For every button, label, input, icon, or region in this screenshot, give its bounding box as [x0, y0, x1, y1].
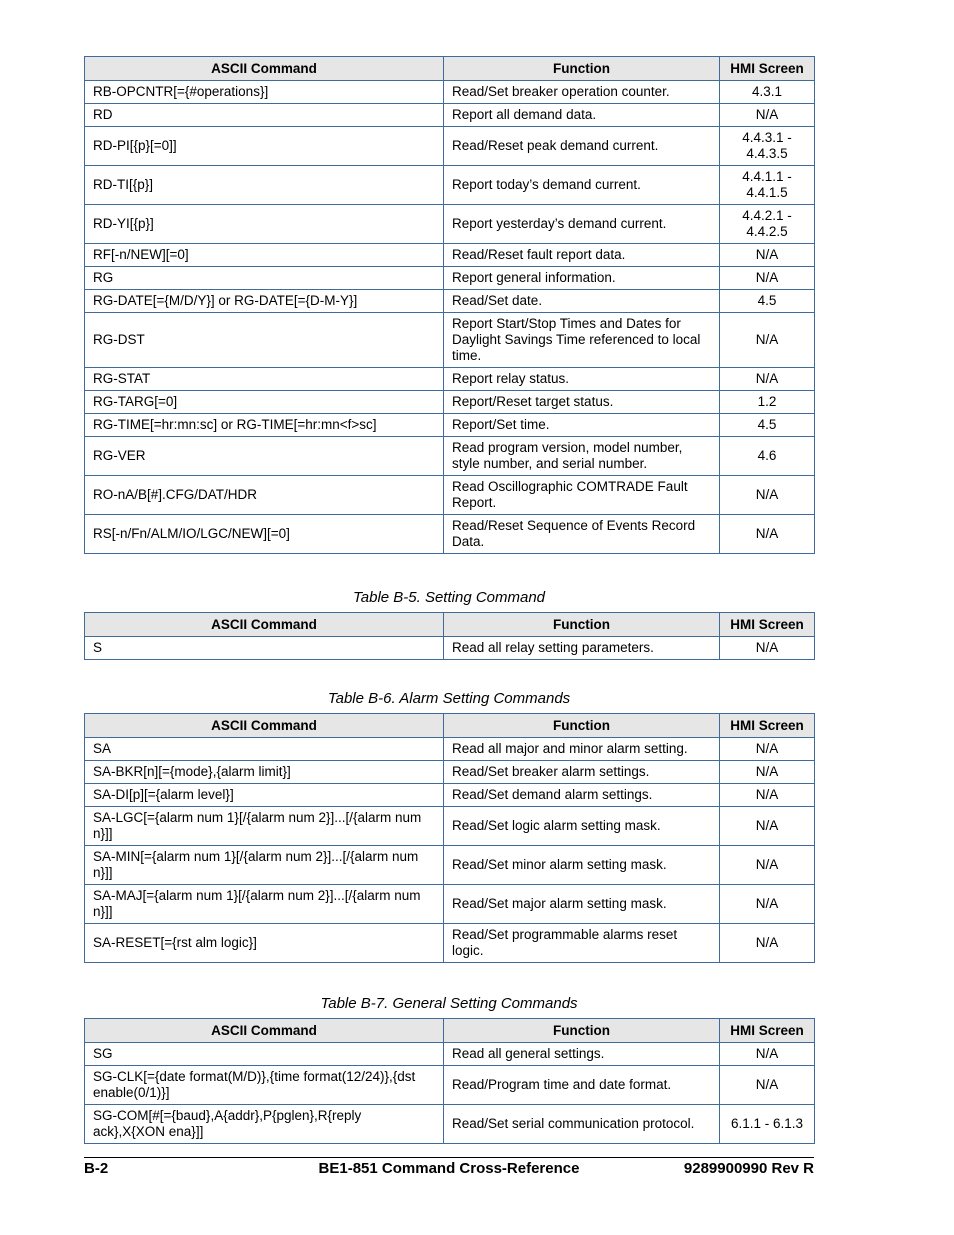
table-row: [85, 846, 815, 885]
table-header-row: [85, 57, 815, 81]
command-cell: RD-TI[{p}]: [85, 166, 444, 205]
hmi-cell: 4.4.2.1 - 4.4.2.5: [720, 205, 815, 244]
table-row: [85, 924, 815, 963]
command-cell: RG-TIME[=hr:mn:sc] or RG-TIME[=hr:mn<f>sc]: [85, 414, 444, 437]
hmi-cell: 6.1.1 - 6.1.3: [720, 1105, 815, 1144]
col-header-command: ASCII Command: [85, 1019, 444, 1043]
table-row: [85, 1105, 815, 1144]
function-cell: Read/Reset Sequence of Events Record Data.: [444, 515, 720, 554]
command-cell: RD-PI[{p}[=0]]: [85, 127, 444, 166]
command-cell: SA-RESET[={rst alm logic}]: [85, 924, 444, 963]
command-cell: SA-MIN[={alarm num 1}[/{alarm num 2}]...[/{alarm num n}]]: [85, 846, 444, 885]
function-cell: Read/Set demand alarm settings.: [444, 784, 720, 807]
hmi-cell: N/A: [720, 476, 815, 515]
command-cell: SA: [85, 738, 444, 761]
table-row: [85, 368, 815, 391]
hmi-cell: N/A: [720, 104, 815, 127]
footer-rule: [84, 1157, 814, 1158]
table-row: [85, 244, 815, 267]
hmi-cell: N/A: [720, 244, 815, 267]
command-cell: RB-OPCNTR[={#operations}]: [85, 81, 444, 104]
function-cell: Read/Set date.: [444, 290, 720, 313]
function-cell: Read/Reset fault report data.: [444, 244, 720, 267]
table-row: [85, 391, 815, 414]
hmi-cell: 4.5: [720, 414, 815, 437]
command-table-b7: [84, 1018, 815, 1144]
table-header-row: [85, 613, 815, 637]
function-cell: Report relay status.: [444, 368, 720, 391]
command-cell: RO-nA/B[#].CFG/DAT/HDR: [85, 476, 444, 515]
hmi-cell: 4.3.1: [720, 81, 815, 104]
table-row: [85, 414, 815, 437]
hmi-cell: 4.4.3.1 - 4.4.3.5: [720, 127, 815, 166]
command-cell: SG-COM[#[={baud},A{addr},P{pglen},R{reply ack},X{XON ena}]]: [85, 1105, 444, 1144]
function-cell: Read/Set minor alarm setting mask.: [444, 846, 720, 885]
command-cell: RF[-n/NEW][=0]: [85, 244, 444, 267]
function-cell: Read/Set breaker operation counter.: [444, 81, 720, 104]
command-cell: SA-BKR[n][={mode},{alarm limit}]: [85, 761, 444, 784]
footer-document-number: 9289900990 Rev R: [683, 1160, 814, 1177]
command-table-top: [84, 56, 815, 554]
command-cell: RG-VER: [85, 437, 444, 476]
command-cell: SG: [85, 1043, 444, 1066]
table-caption: Table B-6. Alarm Setting Commands: [327, 690, 571, 707]
hmi-cell: N/A: [720, 313, 815, 368]
col-header-hmi: HMI Screen: [720, 57, 815, 81]
col-header-command: ASCII Command: [85, 714, 444, 738]
function-cell: Report all demand data.: [444, 104, 720, 127]
col-header-hmi: HMI Screen: [720, 1019, 815, 1043]
command-cell: RG-DATE[={M/D/Y}] or RG-DATE[={D-M-Y}]: [85, 290, 444, 313]
col-header-function: Function: [444, 613, 720, 637]
table-row: [85, 761, 815, 784]
command-cell: SA-LGC[={alarm num 1}[/{alarm num 2}]...[/{alarm num n}]]: [85, 807, 444, 846]
table-row: [85, 104, 815, 127]
table-caption: Table B-5. Setting Command: [352, 589, 546, 606]
table-row: [85, 290, 815, 313]
command-cell: SA-MAJ[={alarm num 1}[/{alarm num 2}]...[/{alarm num n}]]: [85, 885, 444, 924]
hmi-cell: N/A: [720, 637, 815, 660]
table-row: [85, 313, 815, 368]
command-cell: RG-STAT: [85, 368, 444, 391]
command-cell: RG-DST: [85, 313, 444, 368]
command-cell: RD: [85, 104, 444, 127]
function-cell: Read/Set programmable alarms reset logic.: [444, 924, 720, 963]
function-cell: Report today’s demand current.: [444, 166, 720, 205]
function-cell: Report yesterday’s demand current.: [444, 205, 720, 244]
table-row: [85, 738, 815, 761]
hmi-cell: 4.5: [720, 290, 815, 313]
table-caption: Table B-7. General Setting Commands: [320, 995, 578, 1012]
table-row: [85, 637, 815, 660]
table-row: [85, 437, 815, 476]
hmi-cell: N/A: [720, 1066, 815, 1105]
hmi-cell: N/A: [720, 924, 815, 963]
function-cell: Read Oscillographic COMTRADE Fault Report.: [444, 476, 720, 515]
table-header-row: [85, 1019, 815, 1043]
function-cell: Read/Set serial communication protocol.: [444, 1105, 720, 1144]
table-row: [85, 205, 815, 244]
hmi-cell: N/A: [720, 846, 815, 885]
col-header-hmi: HMI Screen: [720, 613, 815, 637]
function-cell: Read program version, model number, style number, and serial number.: [444, 437, 720, 476]
footer-page-number: B-2: [84, 1160, 109, 1177]
table-row: [85, 1043, 815, 1066]
table-row: [85, 784, 815, 807]
command-cell: RG-TARG[=0]: [85, 391, 444, 414]
command-cell: S: [85, 637, 444, 660]
function-cell: Read all general settings.: [444, 1043, 720, 1066]
hmi-cell: 4.6: [720, 437, 815, 476]
function-cell: Report Start/Stop Times and Dates for Daylight Savings Time referenced to local time.: [444, 313, 720, 368]
table-row: [85, 515, 815, 554]
hmi-cell: N/A: [720, 368, 815, 391]
function-cell: Read all relay setting parameters.: [444, 637, 720, 660]
hmi-cell: N/A: [720, 885, 815, 924]
function-cell: Report general information.: [444, 267, 720, 290]
table-row: [85, 81, 815, 104]
table-row: [85, 127, 815, 166]
hmi-cell: 4.4.1.1 - 4.4.1.5: [720, 166, 815, 205]
hmi-cell: N/A: [720, 784, 815, 807]
table-row: [85, 807, 815, 846]
col-header-function: Function: [444, 1019, 720, 1043]
col-header-function: Function: [444, 57, 720, 81]
table-row: [85, 267, 815, 290]
footer-title: BE1-851 Command Cross-Reference: [318, 1160, 580, 1177]
hmi-cell: 1.2: [720, 391, 815, 414]
function-cell: Read/Set major alarm setting mask.: [444, 885, 720, 924]
function-cell: Report/Set time.: [444, 414, 720, 437]
function-cell: Report/Reset target status.: [444, 391, 720, 414]
function-cell: Read/Reset peak demand current.: [444, 127, 720, 166]
table-row: [85, 476, 815, 515]
function-cell: Read all major and minor alarm setting.: [444, 738, 720, 761]
col-header-command: ASCII Command: [85, 613, 444, 637]
function-cell: Read/Set breaker alarm settings.: [444, 761, 720, 784]
hmi-cell: N/A: [720, 267, 815, 290]
command-table-b6: [84, 713, 815, 963]
hmi-cell: N/A: [720, 515, 815, 554]
hmi-cell: N/A: [720, 761, 815, 784]
table-row: [85, 1066, 815, 1105]
command-cell: SG-CLK[={date format(M/D)},{time format(12/24)},{dst enable(0/1)}]: [85, 1066, 444, 1105]
table-header-row: [85, 714, 815, 738]
command-table-b5: [84, 612, 815, 660]
hmi-cell: N/A: [720, 738, 815, 761]
col-header-hmi: HMI Screen: [720, 714, 815, 738]
command-cell: SA-DI[p][={alarm level}]: [85, 784, 444, 807]
command-cell: RS[-n/Fn/ALM/IO/LGC/NEW][=0]: [85, 515, 444, 554]
table-row: [85, 885, 815, 924]
function-cell: Read/Set logic alarm setting mask.: [444, 807, 720, 846]
command-cell: RD-YI[{p}]: [85, 205, 444, 244]
col-header-command: ASCII Command: [85, 57, 444, 81]
hmi-cell: N/A: [720, 807, 815, 846]
hmi-cell: N/A: [720, 1043, 815, 1066]
function-cell: Read/Program time and date format.: [444, 1066, 720, 1105]
command-cell: RG: [85, 267, 444, 290]
col-header-function: Function: [444, 714, 720, 738]
table-row: [85, 166, 815, 205]
